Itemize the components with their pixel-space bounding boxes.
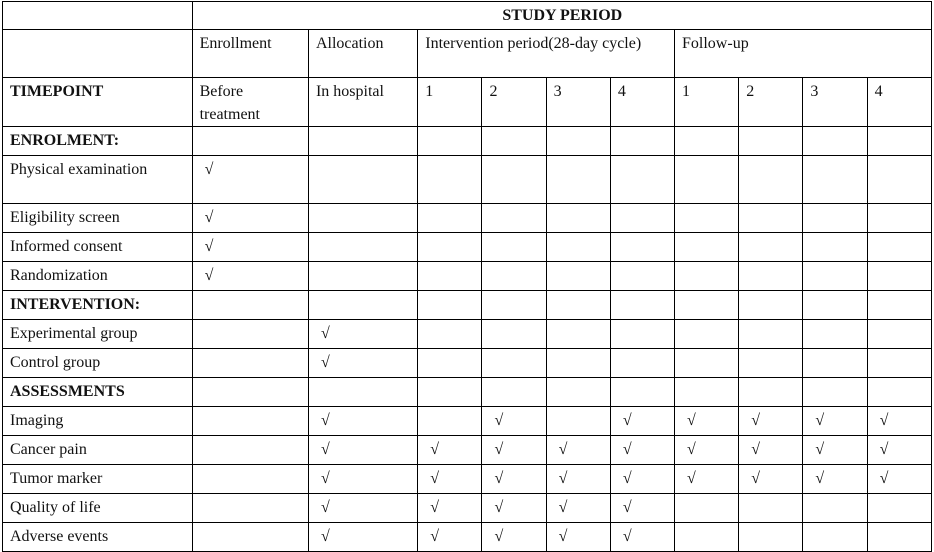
empty-cell: [418, 407, 482, 436]
schedule-row-cancer-pain: [3, 436, 932, 465]
timepoint-intervention-3: 3: [546, 78, 610, 127]
empty-cell: [803, 204, 867, 233]
check-mark-icon: √: [308, 349, 417, 378]
empty-cell: [675, 494, 739, 523]
check-mark-icon: √: [867, 436, 931, 465]
section-title-assessments: ASSESSMENTS: [3, 378, 193, 407]
timepoint-follow-up-3: 3: [803, 78, 867, 127]
empty-cell: [482, 127, 546, 156]
check-mark-icon: √: [739, 407, 803, 436]
empty-cell: [418, 378, 482, 407]
empty-cell: [867, 320, 931, 349]
schedule-row-imaging: [3, 407, 932, 436]
empty-cell: [546, 233, 610, 262]
row-label: Quality of life: [3, 494, 193, 523]
schedule-row-physical-examination: [3, 156, 932, 204]
timepoint-follow-up-1: 1: [675, 78, 739, 127]
empty-cell: [675, 523, 739, 552]
empty-cell: [192, 407, 308, 436]
phase-corner-cell: [3, 30, 193, 78]
empty-cell: [418, 233, 482, 262]
row-label: Experimental group: [3, 320, 193, 349]
timepoint-row: [3, 78, 932, 127]
corner-cell: [3, 2, 193, 30]
check-mark-icon: √: [610, 407, 674, 436]
empty-cell: [546, 156, 610, 204]
row-label: Tumor marker: [3, 465, 193, 494]
schedule-row-control-group: [3, 349, 932, 378]
schedule-row-quality-of-life: [3, 494, 932, 523]
check-mark-icon: √: [418, 494, 482, 523]
empty-cell: [867, 233, 931, 262]
phase-allocation: Allocation: [308, 30, 417, 78]
empty-cell: [675, 156, 739, 204]
timepoint-before-treatment: Before treatment: [192, 78, 308, 127]
empty-cell: [803, 262, 867, 291]
empty-cell: [610, 127, 674, 156]
empty-cell: [739, 320, 803, 349]
empty-cell: [482, 156, 546, 204]
empty-cell: [867, 156, 931, 204]
empty-cell: [610, 262, 674, 291]
empty-cell: [308, 156, 417, 204]
phase-intervention: Intervention period(28-day cycle): [418, 30, 675, 78]
empty-cell: [803, 127, 867, 156]
empty-cell: [192, 349, 308, 378]
row-label: Randomization: [3, 262, 193, 291]
empty-cell: [675, 204, 739, 233]
empty-cell: [739, 204, 803, 233]
check-mark-icon: √: [803, 465, 867, 494]
schedule-row-randomization: [3, 262, 932, 291]
check-mark-icon: √: [482, 407, 546, 436]
empty-cell: [308, 262, 417, 291]
empty-cell: [192, 320, 308, 349]
check-mark-icon: √: [482, 465, 546, 494]
check-mark-icon: √: [482, 436, 546, 465]
check-mark-icon: √: [803, 407, 867, 436]
empty-cell: [482, 204, 546, 233]
empty-cell: [482, 291, 546, 320]
empty-cell: [546, 320, 610, 349]
check-mark-icon: √: [610, 465, 674, 494]
section-header-row: [3, 378, 932, 407]
check-mark-icon: √: [675, 407, 739, 436]
empty-cell: [418, 349, 482, 378]
row-label: Informed consent: [3, 233, 193, 262]
empty-cell: [803, 349, 867, 378]
check-mark-icon: √: [675, 465, 739, 494]
empty-cell: [308, 204, 417, 233]
section-header-row: [3, 127, 932, 156]
row-label: Adverse events: [3, 523, 193, 552]
empty-cell: [546, 127, 610, 156]
empty-cell: [803, 320, 867, 349]
section-header-row: [3, 291, 932, 320]
empty-cell: [739, 233, 803, 262]
empty-cell: [418, 127, 482, 156]
study-period-header-row: [3, 2, 932, 30]
empty-cell: [610, 204, 674, 233]
check-mark-icon: √: [675, 436, 739, 465]
empty-cell: [739, 349, 803, 378]
empty-cell: [546, 407, 610, 436]
empty-cell: [675, 320, 739, 349]
check-mark-icon: √: [308, 320, 417, 349]
empty-cell: [546, 291, 610, 320]
empty-cell: [610, 156, 674, 204]
empty-cell: [739, 156, 803, 204]
empty-cell: [867, 291, 931, 320]
empty-cell: [482, 378, 546, 407]
empty-cell: [192, 378, 308, 407]
phase-header-row: [3, 30, 932, 78]
empty-cell: [739, 127, 803, 156]
empty-cell: [803, 291, 867, 320]
phase-follow-up: Follow-up: [675, 30, 932, 78]
empty-cell: [867, 523, 931, 552]
empty-cell: [192, 465, 308, 494]
empty-cell: [418, 320, 482, 349]
empty-cell: [610, 291, 674, 320]
empty-cell: [308, 291, 417, 320]
check-mark-icon: √: [610, 523, 674, 552]
empty-cell: [546, 204, 610, 233]
empty-cell: [867, 378, 931, 407]
empty-cell: [803, 494, 867, 523]
table-body: [3, 2, 932, 552]
empty-cell: [675, 233, 739, 262]
empty-cell: [739, 378, 803, 407]
empty-cell: [739, 494, 803, 523]
empty-cell: [192, 494, 308, 523]
check-mark-icon: √: [482, 494, 546, 523]
empty-cell: [482, 262, 546, 291]
empty-cell: [867, 262, 931, 291]
empty-cell: [867, 494, 931, 523]
check-mark-icon: √: [308, 523, 417, 552]
empty-cell: [308, 233, 417, 262]
check-mark-icon: √: [192, 204, 308, 233]
spirit-schedule-table: [2, 1, 932, 552]
empty-cell: [675, 262, 739, 291]
empty-cell: [739, 291, 803, 320]
empty-cell: [308, 127, 417, 156]
empty-cell: [610, 320, 674, 349]
row-label: Eligibility screen: [3, 204, 193, 233]
row-label: Imaging: [3, 407, 193, 436]
schedule-row-informed-consent: [3, 233, 932, 262]
empty-cell: [546, 349, 610, 378]
phase-enrollment: Enrollment: [192, 30, 308, 78]
check-mark-icon: √: [308, 407, 417, 436]
check-mark-icon: √: [546, 436, 610, 465]
section-title-intervention: INTERVENTION:: [3, 291, 193, 320]
empty-cell: [803, 378, 867, 407]
empty-cell: [418, 204, 482, 233]
check-mark-icon: √: [739, 436, 803, 465]
empty-cell: [192, 291, 308, 320]
empty-cell: [192, 436, 308, 465]
empty-cell: [192, 523, 308, 552]
empty-cell: [546, 378, 610, 407]
check-mark-icon: √: [867, 465, 931, 494]
check-mark-icon: √: [546, 465, 610, 494]
timepoint-follow-up-2: 2: [739, 78, 803, 127]
empty-cell: [803, 156, 867, 204]
check-mark-icon: √: [739, 465, 803, 494]
check-mark-icon: √: [308, 494, 417, 523]
empty-cell: [418, 291, 482, 320]
check-mark-icon: √: [308, 436, 417, 465]
empty-cell: [610, 233, 674, 262]
check-mark-icon: √: [546, 523, 610, 552]
check-mark-icon: √: [192, 233, 308, 262]
empty-cell: [308, 378, 417, 407]
schedule-row-eligibility-screen: [3, 204, 932, 233]
empty-cell: [482, 320, 546, 349]
empty-cell: [739, 523, 803, 552]
empty-cell: [675, 127, 739, 156]
schedule-row-adverse-events: [3, 523, 932, 552]
schedule-row-experimental-group: [3, 320, 932, 349]
check-mark-icon: √: [610, 436, 674, 465]
empty-cell: [867, 127, 931, 156]
check-mark-icon: √: [192, 156, 308, 204]
check-mark-icon: √: [867, 407, 931, 436]
timepoint-in-hospital: In hospital: [308, 78, 417, 127]
row-label: Cancer pain: [3, 436, 193, 465]
schedule-row-tumor-marker: [3, 465, 932, 494]
check-mark-icon: √: [546, 494, 610, 523]
check-mark-icon: √: [482, 523, 546, 552]
timepoint-intervention-1: 1: [418, 78, 482, 127]
check-mark-icon: √: [308, 465, 417, 494]
empty-cell: [546, 262, 610, 291]
section-title-enrolment: ENROLMENT:: [3, 127, 193, 156]
check-mark-icon: √: [803, 436, 867, 465]
empty-cell: [418, 262, 482, 291]
row-label: Physical examination: [3, 156, 193, 204]
timepoint-intervention-4: 4: [610, 78, 674, 127]
check-mark-icon: √: [610, 494, 674, 523]
empty-cell: [610, 378, 674, 407]
empty-cell: [192, 127, 308, 156]
empty-cell: [675, 378, 739, 407]
empty-cell: [867, 349, 931, 378]
empty-cell: [482, 233, 546, 262]
check-mark-icon: √: [418, 465, 482, 494]
empty-cell: [675, 291, 739, 320]
check-mark-icon: √: [192, 262, 308, 291]
check-mark-icon: √: [418, 436, 482, 465]
empty-cell: [610, 349, 674, 378]
timepoint-follow-up-4: 4: [867, 78, 931, 127]
study-period-heading: STUDY PERIOD: [192, 2, 931, 30]
timepoint-intervention-2: 2: [482, 78, 546, 127]
empty-cell: [482, 349, 546, 378]
timepoint-label: TIMEPOINT: [3, 78, 193, 127]
empty-cell: [867, 204, 931, 233]
empty-cell: [418, 156, 482, 204]
empty-cell: [803, 523, 867, 552]
empty-cell: [675, 349, 739, 378]
row-label: Control group: [3, 349, 193, 378]
check-mark-icon: √: [418, 523, 482, 552]
empty-cell: [739, 262, 803, 291]
empty-cell: [803, 233, 867, 262]
